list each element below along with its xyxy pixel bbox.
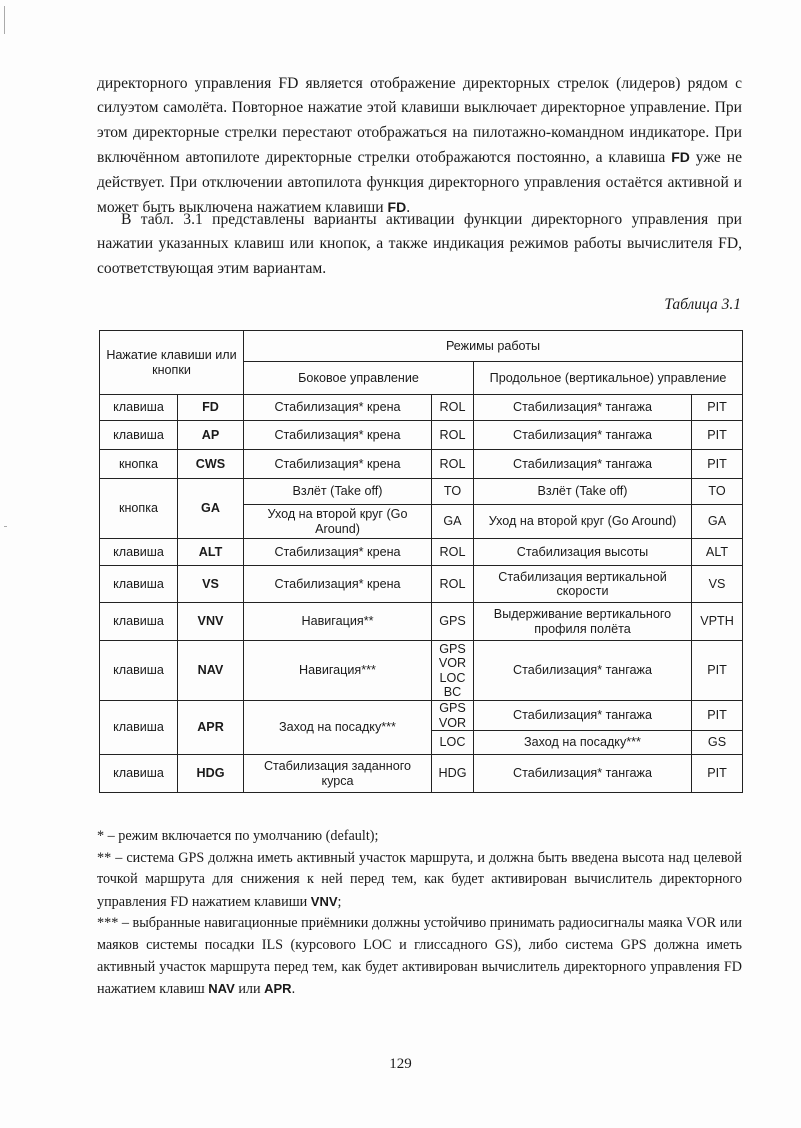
cell-type: клавиша (100, 421, 178, 450)
cell-lateral-mode: Стабилизация* крена (244, 395, 432, 421)
cell-type: клавиша (100, 641, 178, 701)
cell-type: клавиша (100, 395, 178, 421)
cell-vertical-mode: Стабилизация* тангажа (474, 641, 692, 701)
cell-type: кнопка (100, 450, 178, 479)
table-row (100, 539, 743, 566)
footnote (97, 848, 742, 914)
cell-key: CWS (178, 450, 244, 479)
cell-lateral-code: LOC (432, 731, 474, 755)
cell-key: GA (178, 479, 244, 539)
cell-vertical-code: VS (692, 566, 743, 603)
scan-edge-mark (4, 6, 5, 34)
cell-lateral-mode: Навигация*** (244, 641, 432, 701)
cell-key: NAV (178, 641, 244, 701)
cell-vertical-mode: Стабилизация* тангажа (474, 450, 692, 479)
text-run: директорного управления FD является отображение директорных стрелок (лидеров) рядом с силуэтом самолёта. Повторное нажатие этой клавиши выключает директорное управление. При этом директорные стрелки перестают отображаться на пилотажно-командном индикаторе. При включённом автопилоте директорные стрелки отображаются постоянно, а клавиша (97, 75, 742, 167)
scan-edge-mark (4, 526, 7, 527)
fd-modes-table (99, 330, 743, 793)
cell-vertical-code: PIT (692, 395, 743, 421)
cell-vertical-code: GS (692, 731, 743, 755)
cell-lateral-mode: Стабилизация* крена (244, 421, 432, 450)
header-press: Нажатие клавиши или кнопки (100, 331, 244, 395)
text-run: . (406, 199, 411, 217)
bold-key-label: FD (671, 149, 690, 166)
header-lateral: Боковое управление (244, 362, 474, 395)
cell-vertical-code: PIT (692, 450, 743, 479)
cell-vertical-mode: Уход на второй круг (Go Around) (474, 505, 692, 539)
cell-vertical-mode: Взлёт (Take off) (474, 479, 692, 505)
footnote (97, 913, 742, 1000)
table-caption: Таблица 3.1 (664, 296, 741, 313)
cell-type: клавиша (100, 566, 178, 603)
cell-key: ALT (178, 539, 244, 566)
cell-lateral-mode: Взлёт (Take off) (244, 479, 432, 505)
page-number: 129 (389, 1056, 412, 1072)
cell-lateral-mode: Стабилизация* крена (244, 566, 432, 603)
text-run: В табл. 3.1 представлены варианты активации функции директорного управления при нажатии указанных клавиш или кнопок, а также индикация режимов работы вычислителя FD, соответствующая этим вариантам. (97, 211, 742, 277)
cell-lateral-mode: Навигация** (244, 603, 432, 641)
text-run: или (234, 981, 265, 998)
footnotes (97, 826, 742, 1001)
bold-key-label: VNV (310, 893, 338, 909)
cell-vertical-mode: Стабилизация вертикальной скорости (474, 566, 692, 603)
cell-lateral-mode: Стабилизация* крена (244, 539, 432, 566)
cell-type: клавиша (100, 755, 178, 793)
cell-type: кнопка (100, 479, 178, 539)
cell-lateral-code: ROL (432, 539, 474, 566)
bold-key-label: FD (387, 199, 407, 216)
header-vertical: Продольное (вертикальное) управление (474, 362, 743, 395)
cell-type: клавиша (100, 701, 178, 755)
cell-key: FD (178, 395, 244, 421)
table-row (100, 701, 743, 731)
cell-key: APR (178, 701, 244, 755)
paragraph-table-intro (97, 208, 742, 281)
cell-vertical-code: ALT (692, 539, 743, 566)
cell-vertical-mode: Заход на посадку*** (474, 731, 692, 755)
cell-key: VS (178, 566, 244, 603)
cell-vertical-code: PIT (692, 641, 743, 701)
table-row (100, 421, 743, 450)
table-row (100, 450, 743, 479)
cell-vertical-code: PIT (692, 421, 743, 450)
cell-vertical-code: PIT (692, 701, 743, 731)
cell-lateral-code: GPS (432, 603, 474, 641)
cell-lateral-code: GPS VOR (432, 701, 474, 731)
cell-lateral-mode: Уход на второй круг (Go Around) (244, 505, 432, 539)
cell-lateral-code: ROL (432, 450, 474, 479)
table-row (100, 566, 743, 603)
cell-lateral-code: TO (432, 479, 474, 505)
cell-lateral-code: ROL (432, 566, 474, 603)
text-run: *** – выбранные навигационные приёмники должны устойчиво принимать радиосигналы маяка VOR или маяков системы посадки ILS (курсового LOC и глиссадного GS), либо система GPS должна иметь активный участок маршрута перед тем, как будет активирован вычислитель директорного управления FD нажатием клавиш (97, 915, 742, 998)
cell-key: AP (178, 421, 244, 450)
cell-lateral-mode: Стабилизация* крена (244, 450, 432, 479)
paragraph-fd-description (97, 72, 742, 220)
text-run: . (291, 981, 296, 998)
header-modes: Режимы работы (244, 331, 743, 362)
cell-vertical-code: VPTH (692, 603, 743, 641)
text-run: * – режим включается по умолчанию (default); (97, 828, 379, 844)
cell-type: клавиша (100, 539, 178, 566)
table-row (100, 603, 743, 641)
bold-key-label: APR (264, 981, 292, 997)
text-run: уже не действует. При отключении автопилота функция директорного управления остаётся активной и может быть выключена нажатием клавиши (97, 149, 742, 217)
bold-key-label: NAV (208, 981, 235, 997)
cell-vertical-code: TO (692, 479, 743, 505)
table-row (100, 331, 743, 362)
cell-lateral-code: HDG (432, 755, 474, 793)
cell-key: HDG (178, 755, 244, 793)
cell-key: VNV (178, 603, 244, 641)
cell-lateral-code: ROL (432, 421, 474, 450)
cell-vertical-mode: Стабилизация* тангажа (474, 755, 692, 793)
cell-lateral-code: ROL (432, 395, 474, 421)
table-row (100, 479, 743, 505)
cell-vertical-mode: Стабилизация* тангажа (474, 701, 692, 731)
cell-vertical-mode: Стабилизация* тангажа (474, 395, 692, 421)
cell-lateral-code: GPS VOR LOC BC (432, 641, 474, 701)
cell-vertical-mode: Выдерживание вертикального профиля полёта (474, 603, 692, 641)
footnote (97, 826, 742, 848)
text-run: ** – система GPS должна иметь активный участок маршрута, и должна быть введена высота над целевой точкой маршрута для снижения к ней перед тем, как будет активирован вычислитель директорного управления FD нажатием клавиши (97, 849, 742, 910)
text-run: ; (337, 893, 342, 910)
cell-vertical-code: GA (692, 505, 743, 539)
table-row (100, 755, 743, 793)
cell-vertical-mode: Стабилизация высоты (474, 539, 692, 566)
table-row (100, 641, 743, 701)
cell-vertical-mode: Стабилизация* тангажа (474, 421, 692, 450)
cell-lateral-code: GA (432, 505, 474, 539)
cell-type: клавиша (100, 603, 178, 641)
cell-lateral-mode: Заход на посадку*** (244, 701, 432, 755)
cell-vertical-code: PIT (692, 755, 743, 793)
table-row (100, 395, 743, 421)
cell-lateral-mode: Стабилизация заданного курса (244, 755, 432, 793)
